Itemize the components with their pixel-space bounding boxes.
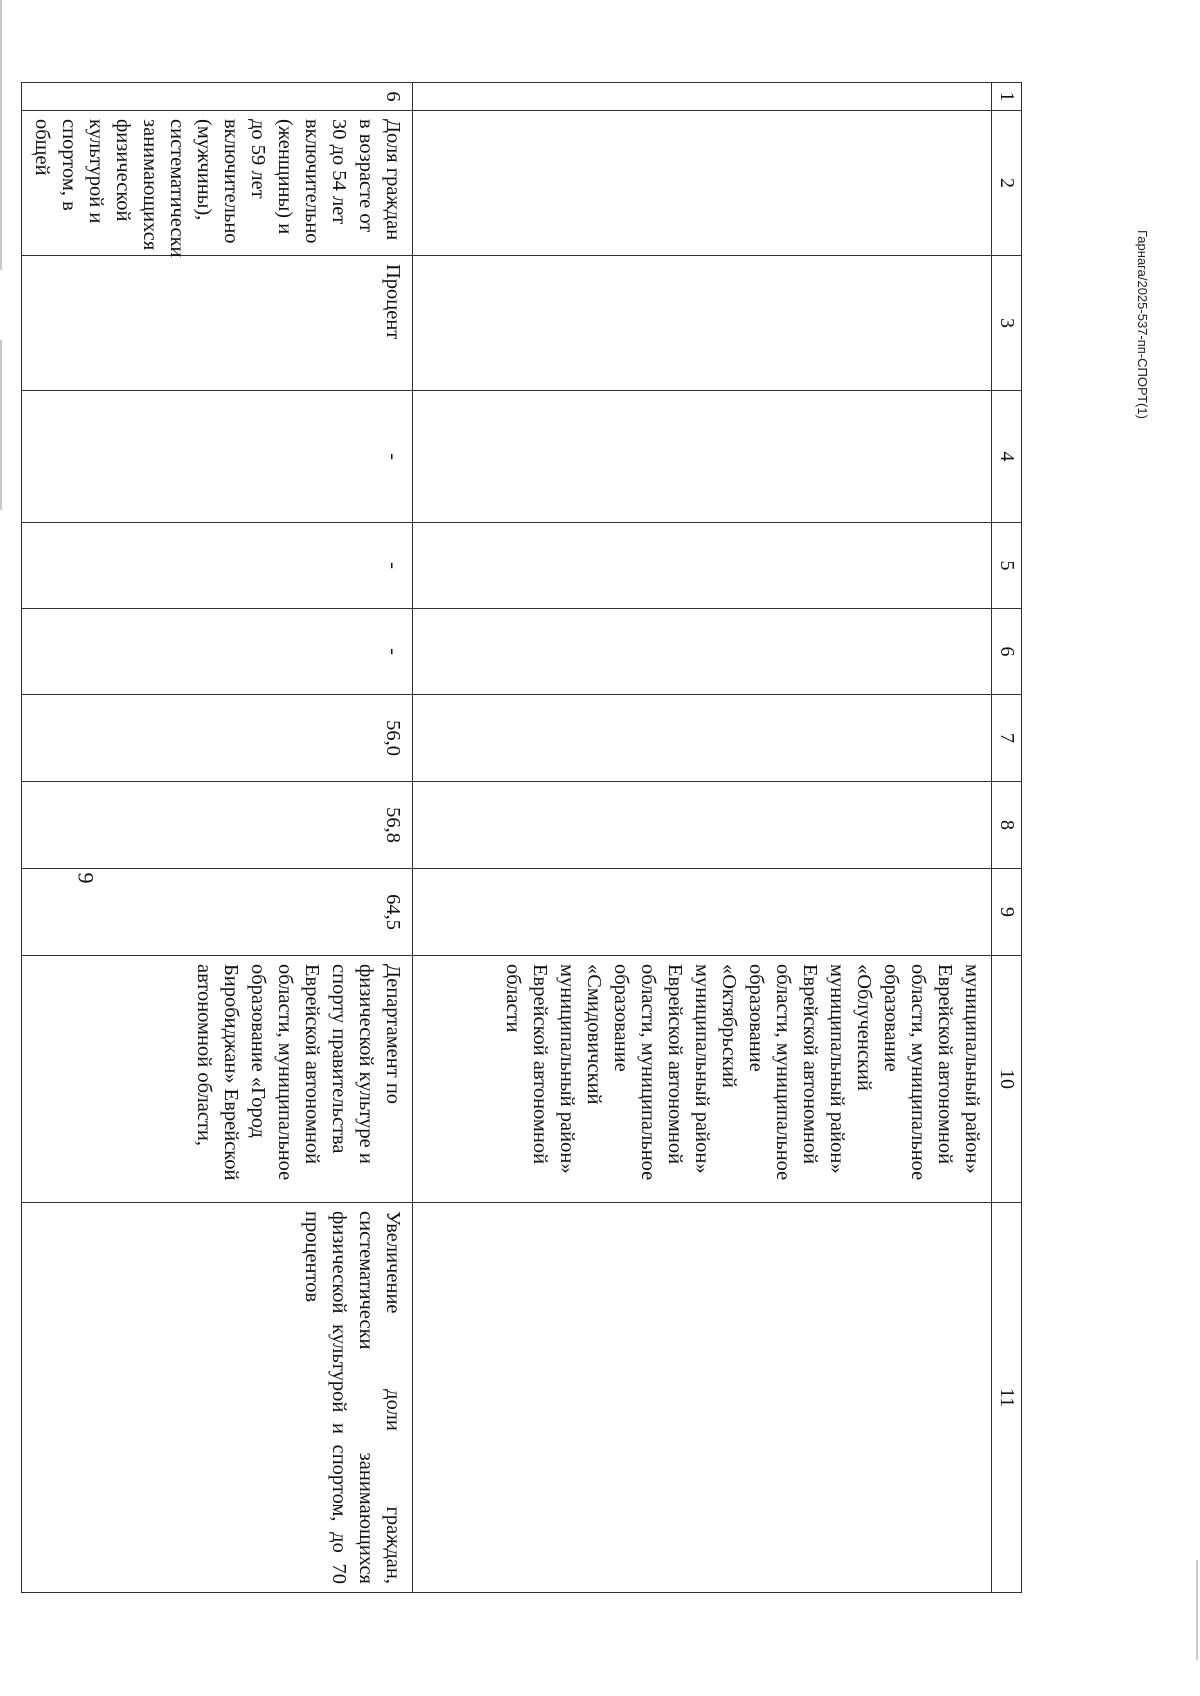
scan-edge-mark (0, 0, 2, 270)
rotated-table-container (31, 82, 1022, 1592)
table-cell (413, 695, 992, 782)
header-cell-2: 2 (992, 111, 1022, 256)
header-cell-5: 5 (992, 523, 1022, 609)
table-cell (413, 609, 992, 695)
table-cell (413, 391, 992, 523)
table-cell (413, 256, 992, 391)
value-col7: 56,0 (22, 695, 413, 782)
table-cell (413, 523, 992, 609)
header-cell-11: 11 (992, 1203, 1022, 1593)
page-number: 9 (73, 872, 99, 884)
value-col8: 56,8 (22, 782, 413, 869)
scan-edge-mark (0, 340, 2, 510)
header-cell-3: 3 (992, 256, 1022, 391)
table-cell (413, 83, 992, 111)
table-header-row (992, 83, 1022, 1593)
responsible-executors-continued: муниципальный район» Еврейской автономной области, муниципальное образование «Облученский муниципальный район» Еврейской автономной области, муниципальное образование «Октябрьский муниципальный район» Еврейской автономной области, муниципальное образование «Смидовичский муниципальный район» Еврейской автономной области (413, 956, 992, 1203)
document-code: Гарнага/2025-537-пп-СПОРТ(1) (1135, 230, 1150, 419)
value-col5: - (22, 523, 413, 609)
header-cell-6: 6 (992, 609, 1022, 695)
value-col9: 64,5 (22, 869, 413, 956)
value-col6: - (22, 609, 413, 695)
table-cell (413, 1203, 992, 1593)
expected-result: Увеличение доли граждан, систематически занимающихся физической культурой и спортом, до 70 процентов (22, 1203, 413, 1593)
responsible-executors: Департамент по физической культуре и спорту правительства Еврейской автономной области, муниципальное образование «Город Биробиджан» Еврейской автономной области, (22, 956, 413, 1203)
table-cell (413, 111, 992, 256)
header-cell-4: 4 (992, 391, 1022, 523)
header-cell-10: 10 (992, 956, 1022, 1203)
unit-of-measure: Процент (22, 256, 413, 391)
table-row-continuation (413, 83, 992, 1593)
row-number: 6 (22, 83, 413, 111)
header-cell-9: 9 (992, 869, 1022, 956)
table-cell (413, 782, 992, 869)
scan-edge-mark (1196, 1560, 1198, 1660)
value-col4: - (22, 391, 413, 523)
indicators-table (21, 82, 1022, 1593)
table-row-6 (22, 83, 413, 1593)
indicator-name: Доля граждан в возрасте от 30 до 54 лет включительно (женщины) и до 59 лет включительно (мужчины), систематически занимающихся физической культурой и спортом, в общей (22, 111, 413, 256)
header-cell-7: 7 (992, 695, 1022, 782)
header-cell-1: 1 (992, 83, 1022, 111)
table-cell (413, 869, 992, 956)
header-cell-8: 8 (992, 782, 1022, 869)
